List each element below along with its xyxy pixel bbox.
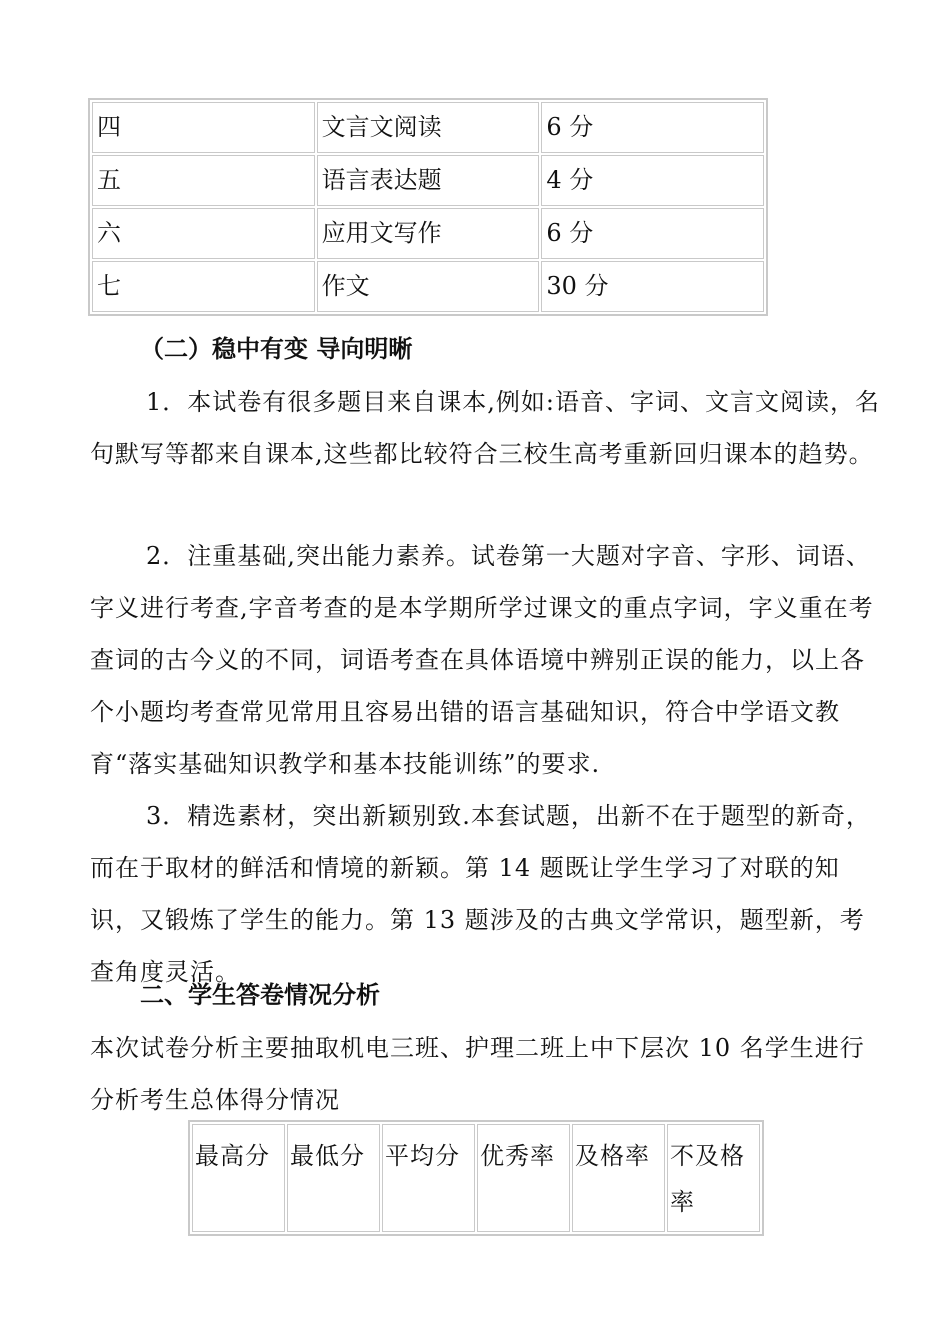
paragraph-1: 1．本试卷有很多题目来自课本,例如:语音、字词、文言文阅读，名句默写等都来自课本,这些都比较符合三校生高考重新回归课本的趋势。	[90, 388, 880, 468]
question-type-cell: 语言表达题	[317, 155, 540, 206]
stats-header-cell: 平均分	[382, 1124, 475, 1232]
question-type-cell: 应用文写作	[317, 208, 540, 259]
points-cell: 4 分	[541, 155, 764, 206]
subheading: （二）稳中有变 导向明晰	[140, 335, 413, 363]
table-row	[92, 155, 764, 206]
section-intro: 本次试卷分析主要抽取机电三班、护理二班上中下层次 10 名学生进行分析考生总体得分情况	[90, 1034, 865, 1114]
stats-header-cell: 优秀率	[477, 1124, 570, 1232]
stats-header-cell: 不及格率	[667, 1124, 760, 1232]
stats-header-cell: 及格率	[572, 1124, 665, 1232]
table-row	[92, 102, 764, 153]
paragraph-3: 3．精选素材，突出新颖别致.本套试题，出新不在于题型的新奇，而在于取材的鲜活和情境的新颖。第 14 题既让学生学习了对联的知识，又锻炼了学生的能力。第 13 题涉及的古典文学常识，题型新，考查角度灵活。	[90, 802, 871, 986]
table-row	[92, 261, 764, 312]
section-number-cell: 四	[92, 102, 315, 153]
stats-header-row	[192, 1124, 760, 1232]
stats-header-cell: 最低分	[287, 1124, 380, 1232]
points-cell: 30 分	[541, 261, 764, 312]
points-cell: 6 分	[541, 208, 764, 259]
question-type-cell: 文言文阅读	[317, 102, 540, 153]
section-number-cell: 五	[92, 155, 315, 206]
section-heading: 二、学生答卷情况分析	[140, 981, 380, 1009]
paragraph-2: 2．注重基础,突出能力素养。试卷第一大题对字音、字形、词语、字义进行考查,字音考查的是本学期所学过课文的重点字词，字义重在考查词的古今义的不同，词语考查在具体语境中辨别正误的能力，以上各个小题均考查常见常用且容易出错的语言基础知识，符合中学语文教育“落实基础知识教学和基本技能训练”的要求.	[90, 542, 874, 778]
question-type-cell: 作文	[317, 261, 540, 312]
score-stats-table	[188, 1120, 764, 1236]
stats-header-cell: 最高分	[192, 1124, 285, 1232]
section-number-cell: 六	[92, 208, 315, 259]
table-row	[92, 208, 764, 259]
points-cell: 6 分	[541, 102, 764, 153]
section-number-cell: 七	[92, 261, 315, 312]
score-distribution-table	[88, 98, 768, 316]
